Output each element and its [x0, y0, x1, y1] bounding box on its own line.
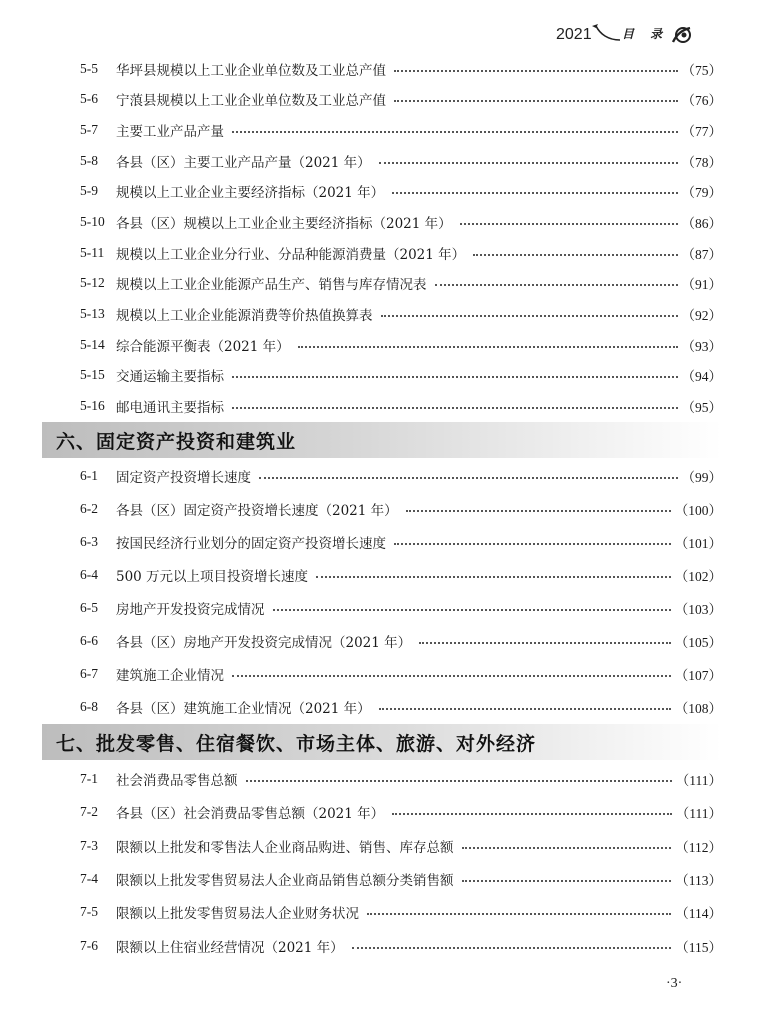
dot-leader: [367, 913, 671, 915]
entry-page: （76）: [681, 93, 722, 108]
entry-page: （75）: [681, 63, 722, 78]
entry-title: 华坪县规模以上工业企业单位数及工业总产值: [116, 63, 386, 79]
entry-page: （79）: [681, 185, 722, 200]
toc-entry[interactable]: [80, 150, 722, 172]
entry-page: （103）: [674, 602, 722, 617]
entry-title: 房地产开发投资完成情况: [116, 602, 265, 618]
entry-number: 6-1: [80, 468, 98, 483]
toc-entry[interactable]: [80, 119, 722, 141]
dot-leader: [381, 315, 678, 317]
logo-ornament-icon: [670, 24, 692, 46]
dot-leader: [232, 407, 678, 409]
toc-entry[interactable]: [80, 801, 722, 823]
entry-number: 6-5: [80, 600, 98, 615]
entry-number: 7-4: [80, 871, 98, 886]
entry-page: （77）: [681, 124, 722, 139]
entry-number: 6-4: [80, 567, 98, 582]
section-title: 七、批发零售、住宿餐饮、市场主体、旅游、对外经济: [56, 732, 537, 755]
entry-number: 5-14: [80, 337, 105, 352]
dot-leader: [232, 675, 671, 677]
entry-page: （114）: [675, 906, 722, 921]
toc-entry[interactable]: [80, 597, 722, 619]
toc-entry[interactable]: [80, 868, 722, 890]
dot-leader: [435, 284, 678, 286]
entry-title: 固定资产投资增长速度: [116, 470, 251, 486]
toc-entry[interactable]: [80, 334, 722, 356]
entry-page: （111）: [675, 806, 722, 821]
toc-entry[interactable]: [80, 242, 722, 264]
entry-number: 5-13: [80, 306, 105, 321]
toc-entry[interactable]: [80, 564, 722, 586]
entry-number: 6-6: [80, 633, 98, 648]
entry-page: （115）: [675, 940, 722, 955]
entry-number: 7-2: [80, 804, 98, 819]
entry-title: 综合能源平衡表（2021 年）: [116, 339, 290, 355]
entry-number: 5-11: [80, 245, 105, 260]
entry-title: 各县（区）建筑施工企业情况（2021 年）: [116, 701, 371, 717]
toc-entry[interactable]: [80, 498, 722, 520]
entry-number: 5-8: [80, 153, 98, 168]
dot-leader: [273, 609, 671, 611]
dot-leader: [473, 254, 677, 256]
entry-number: 5-15: [80, 367, 105, 382]
toc-entry[interactable]: [80, 835, 722, 857]
entry-title: 500 万元以上项目投资增长速度: [116, 569, 309, 585]
entry-title: 社会消费品零售总额: [116, 773, 238, 789]
toc-entry[interactable]: [80, 395, 722, 417]
entry-number: 5-6: [80, 91, 98, 106]
dot-leader: [392, 813, 672, 815]
dot-leader: [379, 162, 678, 164]
entry-number: 5-10: [80, 214, 105, 229]
entry-title: 规模以上工业企业主要经济指标（2021 年）: [116, 185, 385, 201]
entry-title: 宁蒗县规模以上工业企业单位数及工业总产值: [116, 93, 386, 109]
toc-entry[interactable]: [80, 531, 722, 553]
entry-title: 各县（区）主要工业产品产量（2021 年）: [116, 155, 371, 171]
entry-page: （100）: [674, 503, 722, 518]
entry-page: （102）: [674, 569, 722, 584]
entry-title: 限额以上批发零售贸易法人企业财务状况: [116, 906, 359, 922]
toc-entry[interactable]: [80, 465, 722, 487]
dot-leader: [394, 100, 678, 102]
entry-page: （93）: [681, 339, 722, 354]
entry-number: 6-2: [80, 501, 98, 516]
entry-page: （86）: [681, 216, 722, 231]
dot-leader: [406, 510, 671, 512]
dot-leader: [460, 223, 678, 225]
entry-number: 5-12: [80, 275, 105, 290]
toc-entry[interactable]: [80, 303, 722, 325]
toc-entry[interactable]: [80, 768, 722, 790]
entry-title: 邮电通讯主要指标: [116, 400, 224, 416]
running-header: [556, 22, 736, 48]
entry-number: 7-5: [80, 904, 98, 919]
entry-number: 5-5: [80, 61, 98, 76]
entry-title: 限额以上住宿业经营情况（2021 年）: [116, 940, 344, 956]
toc-entry[interactable]: [80, 211, 722, 233]
entry-title: 交通运输主要指标: [116, 369, 224, 385]
page-number: ·3·: [666, 976, 683, 991]
entry-title: 限额以上批发零售贸易法人企业商品销售总额分类销售额: [116, 873, 454, 889]
dot-leader: [352, 947, 672, 949]
dot-leader: [379, 708, 671, 710]
toc-entry[interactable]: [80, 58, 722, 80]
dot-leader: [462, 847, 672, 849]
dot-leader: [394, 70, 678, 72]
entry-title: 规模以上工业企业分行业、分品种能源消费量（2021 年）: [116, 247, 466, 263]
swoosh-ornament-icon: [590, 22, 620, 44]
entry-page: （112）: [675, 840, 722, 855]
entry-title: 主要工业产品产量: [116, 124, 224, 140]
dot-leader: [394, 543, 671, 545]
dot-leader: [246, 780, 672, 782]
toc-entry[interactable]: [80, 180, 722, 202]
entry-page: （94）: [681, 369, 722, 384]
toc-entry[interactable]: [80, 88, 722, 110]
entry-page: （113）: [675, 873, 722, 888]
entry-page: （101）: [674, 536, 722, 551]
section-heading[interactable]: [42, 724, 722, 760]
toc-entry[interactable]: [80, 663, 722, 685]
dot-leader: [419, 642, 671, 644]
entry-page: （78）: [681, 155, 722, 170]
entry-number: 7-3: [80, 838, 98, 853]
entry-number: 6-3: [80, 534, 98, 549]
toc-entry[interactable]: [80, 630, 722, 652]
toc-entry[interactable]: [80, 364, 722, 386]
entry-page: （107）: [674, 668, 722, 683]
dot-leader: [232, 131, 678, 133]
entry-page: （95）: [681, 400, 722, 415]
entry-title: 建筑施工企业情况: [116, 668, 224, 684]
entry-number: 5-16: [80, 398, 105, 413]
toc-entry[interactable]: [80, 696, 722, 718]
toc-entry[interactable]: [80, 935, 722, 957]
entry-page: （92）: [681, 308, 722, 323]
dot-leader: [232, 376, 678, 378]
entry-title: 各县（区）固定资产投资增长速度（2021 年）: [116, 503, 398, 519]
dot-leader: [298, 346, 678, 348]
entry-page: （87）: [681, 247, 722, 262]
entry-page: （99）: [681, 470, 722, 485]
toc-entry[interactable]: [80, 901, 722, 923]
entry-title: 规模以上工业企业能源消费等价热值换算表: [116, 308, 373, 324]
entry-page: （91）: [681, 277, 722, 292]
entry-title: 按国民经济行业划分的固定资产投资增长速度: [116, 536, 386, 552]
entry-title: 各县（区）房地产开发投资完成情况（2021 年）: [116, 635, 412, 651]
entry-page: （105）: [674, 635, 722, 650]
entry-number: 7-6: [80, 938, 98, 953]
toc-entry[interactable]: [80, 272, 722, 294]
dot-leader: [392, 192, 677, 194]
entry-title: 各县（区）社会消费品零售总额（2021 年）: [116, 806, 385, 822]
section-heading[interactable]: [42, 422, 722, 458]
header-year: 2021: [556, 26, 592, 43]
dot-leader: [259, 477, 678, 479]
dot-leader: [462, 880, 672, 882]
entry-number: 6-8: [80, 699, 98, 714]
entry-title: 规模以上工业企业能源产品生产、销售与库存情况表: [116, 277, 427, 293]
entry-title: 限额以上批发和零售法人企业商品购进、销售、库存总额: [116, 840, 454, 856]
section-title: 六、固定资产投资和建筑业: [56, 430, 297, 453]
entry-page: （111）: [675, 773, 722, 788]
entry-title: 各县（区）规模以上工业企业主要经济指标（2021 年）: [116, 216, 452, 232]
entry-number: 5-9: [80, 183, 98, 198]
header-title: 目 录: [622, 27, 669, 41]
entry-page: （108）: [674, 701, 722, 716]
entry-number: 5-7: [80, 122, 98, 137]
entry-number: 6-7: [80, 666, 98, 681]
entry-number: 7-1: [80, 771, 98, 786]
dot-leader: [316, 576, 671, 578]
